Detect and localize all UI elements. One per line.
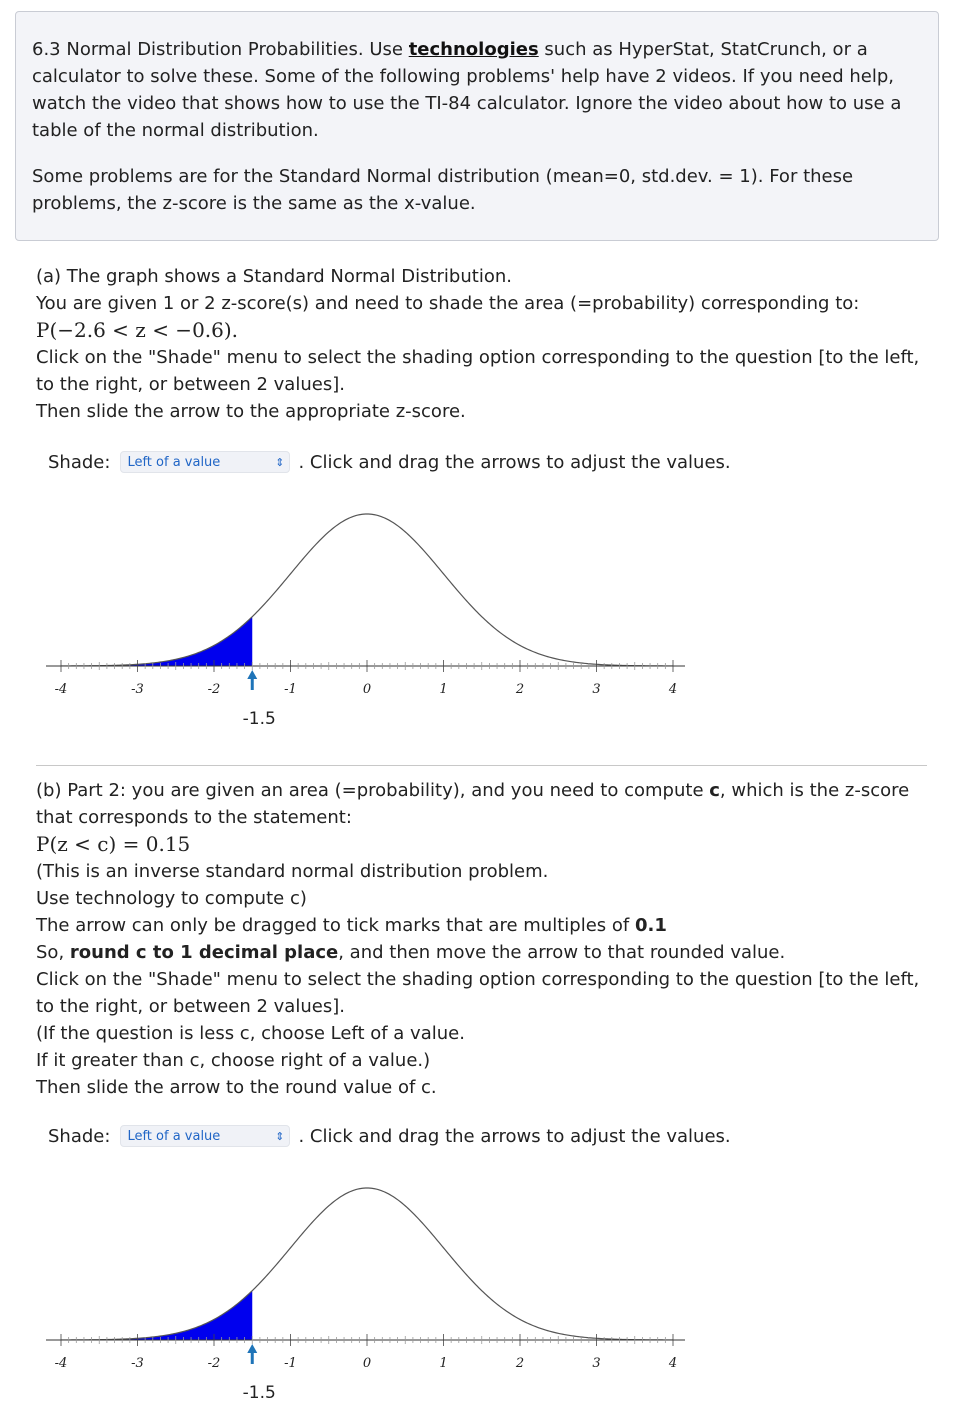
part-b-shade-instruction: . Click and drag the arrows to adjust the values. [298, 1125, 731, 1147]
part-b-line-4 [36, 912, 936, 939]
part-b-line-1-start: (b) Part 2: you are given an area (=probability), and you need to compute [36, 780, 710, 801]
part-b-line-8: If it greater than c, choose right of a value.) [36, 1050, 431, 1071]
tick-label: -1 [284, 682, 297, 697]
part-b-line-4-start: The arrow can only be dragged to tick marks that are multiples of [36, 915, 635, 936]
part-a-shade-row [48, 447, 731, 477]
part-a-shade-instruction: . Click and drag the arrows to adjust the values. [298, 451, 731, 473]
tick-label: 3 [592, 1356, 601, 1371]
part-b-line-5-end: , and then move the arrow to that rounded value. [338, 942, 786, 963]
part-b-line-1-end: , which is the z-score that corresponds to the statement: [36, 780, 910, 828]
part-b-shade-selected-value: Left of a value [127, 1128, 221, 1144]
tick-label: -3 [131, 1356, 144, 1371]
tick-label: -3 [131, 682, 144, 697]
part-b-shade-select[interactable] [120, 1125, 290, 1147]
part-b-normal-graph [0, 1154, 720, 1414]
part-a-shade-selected-value: Left of a value [127, 454, 221, 470]
part-b-instructions [36, 777, 936, 1101]
part-a-shade-label: Shade: [48, 451, 111, 473]
tick-label: 4 [668, 682, 678, 697]
tick-label: -1 [284, 1356, 297, 1371]
technologies-link[interactable]: technologies [408, 39, 539, 60]
part-b-line-1 [36, 777, 936, 831]
tick-label: 0 [362, 682, 372, 697]
tick-label: -4 [54, 1356, 68, 1371]
part-a-normal-curve [61, 514, 673, 666]
intro-text-end: such as HyperStat, StatCrunch, or a calculator to solve these. Some of the following problems' help have 2 videos. If you need help, watch the video that shows how to use the TI-84 calculator. Ignore the video about how to use a table of the normal distribution. [32, 39, 902, 141]
part-a-line-3: Click on the "Shade" menu to select the shading option corresponding to the question [to the left, to the right, or between 2 values]. [36, 347, 920, 395]
part-b-line-5 [36, 939, 936, 966]
part-a-arrow-value: -1.5 [242, 709, 276, 729]
part-b-normal-curve [61, 1188, 673, 1340]
intro-text-start: 6.3 Normal Distribution Probabilities. Use [32, 39, 409, 60]
part-a-line-2: You are given 1 or 2 z-score(s) and need to shade the area (=probability) corresponding to: [36, 293, 860, 314]
intro-paragraph-2: Some problems are for the Standard Normal distribution (mean=0, std.dev. = 1). For these problems, the z-score is the same as the x-value. [32, 166, 854, 214]
part-b-shade-row [48, 1121, 731, 1151]
tick-label: 2 [515, 1356, 525, 1371]
part-a-drag-arrow[interactable] [243, 670, 276, 729]
part-a-line-4: Then slide the arrow to the appropriate z-score. [36, 401, 466, 422]
section-divider [36, 765, 927, 766]
tick-label: 1 [439, 1356, 448, 1371]
intro-paragraph-1 [32, 36, 922, 144]
up-arrow-icon[interactable] [247, 1344, 257, 1364]
select-chevron-icon: ⇕ [275, 1129, 285, 1143]
part-b-line-2: (This is an inverse standard normal distribution problem. [36, 861, 549, 882]
part-a-line-1: (a) The graph shows a Standard Normal Distribution. [36, 266, 512, 287]
part-b-drag-arrow[interactable] [243, 1344, 276, 1403]
part-b-line-3: Use technology to compute c) [36, 888, 307, 909]
tick-label: -2 [207, 682, 221, 697]
part-a-shaded-area [61, 617, 252, 666]
part-a-probability-statement: P(−2.6 < z < −0.6). [36, 318, 239, 342]
part-a-x-axis [46, 660, 685, 697]
part-b-line-7: (If the question is less c, choose Left of a value. [36, 1023, 465, 1044]
part-b-round-bold: round c to 1 decimal place [69, 942, 339, 963]
part-b-shade-label: Shade: [48, 1125, 111, 1147]
part-b-line-9: Then slide the arrow to the round value of c. [36, 1077, 437, 1098]
part-b-c-bold: c [709, 780, 720, 801]
part-b-x-axis [46, 1334, 685, 1371]
part-a-instructions [36, 263, 936, 425]
tick-label: 4 [668, 1356, 678, 1371]
tick-label: 2 [515, 682, 525, 697]
tick-label: 1 [439, 682, 448, 697]
tick-label: 0 [362, 1356, 372, 1371]
part-b-arrow-value: -1.5 [242, 1383, 276, 1403]
tick-label: -4 [54, 682, 68, 697]
part-b-shaded-area [61, 1291, 252, 1340]
part-b-line-6: Click on the "Shade" menu to select the shading option corresponding to the question [to the left, to the right, or between 2 values]. [36, 969, 920, 1017]
part-b-probability-statement: P(z < c) = 0.15 [36, 832, 191, 856]
up-arrow-icon[interactable] [247, 670, 257, 690]
part-a-normal-graph [0, 480, 720, 740]
tick-label: 3 [592, 682, 601, 697]
part-b-line-5-prefix: So, [36, 942, 70, 963]
tick-label: -2 [207, 1356, 221, 1371]
part-a-shade-select[interactable] [120, 451, 290, 473]
info-box [15, 11, 939, 241]
select-chevron-icon: ⇕ [275, 455, 285, 469]
part-b-multiple-bold: 0.1 [634, 915, 667, 936]
